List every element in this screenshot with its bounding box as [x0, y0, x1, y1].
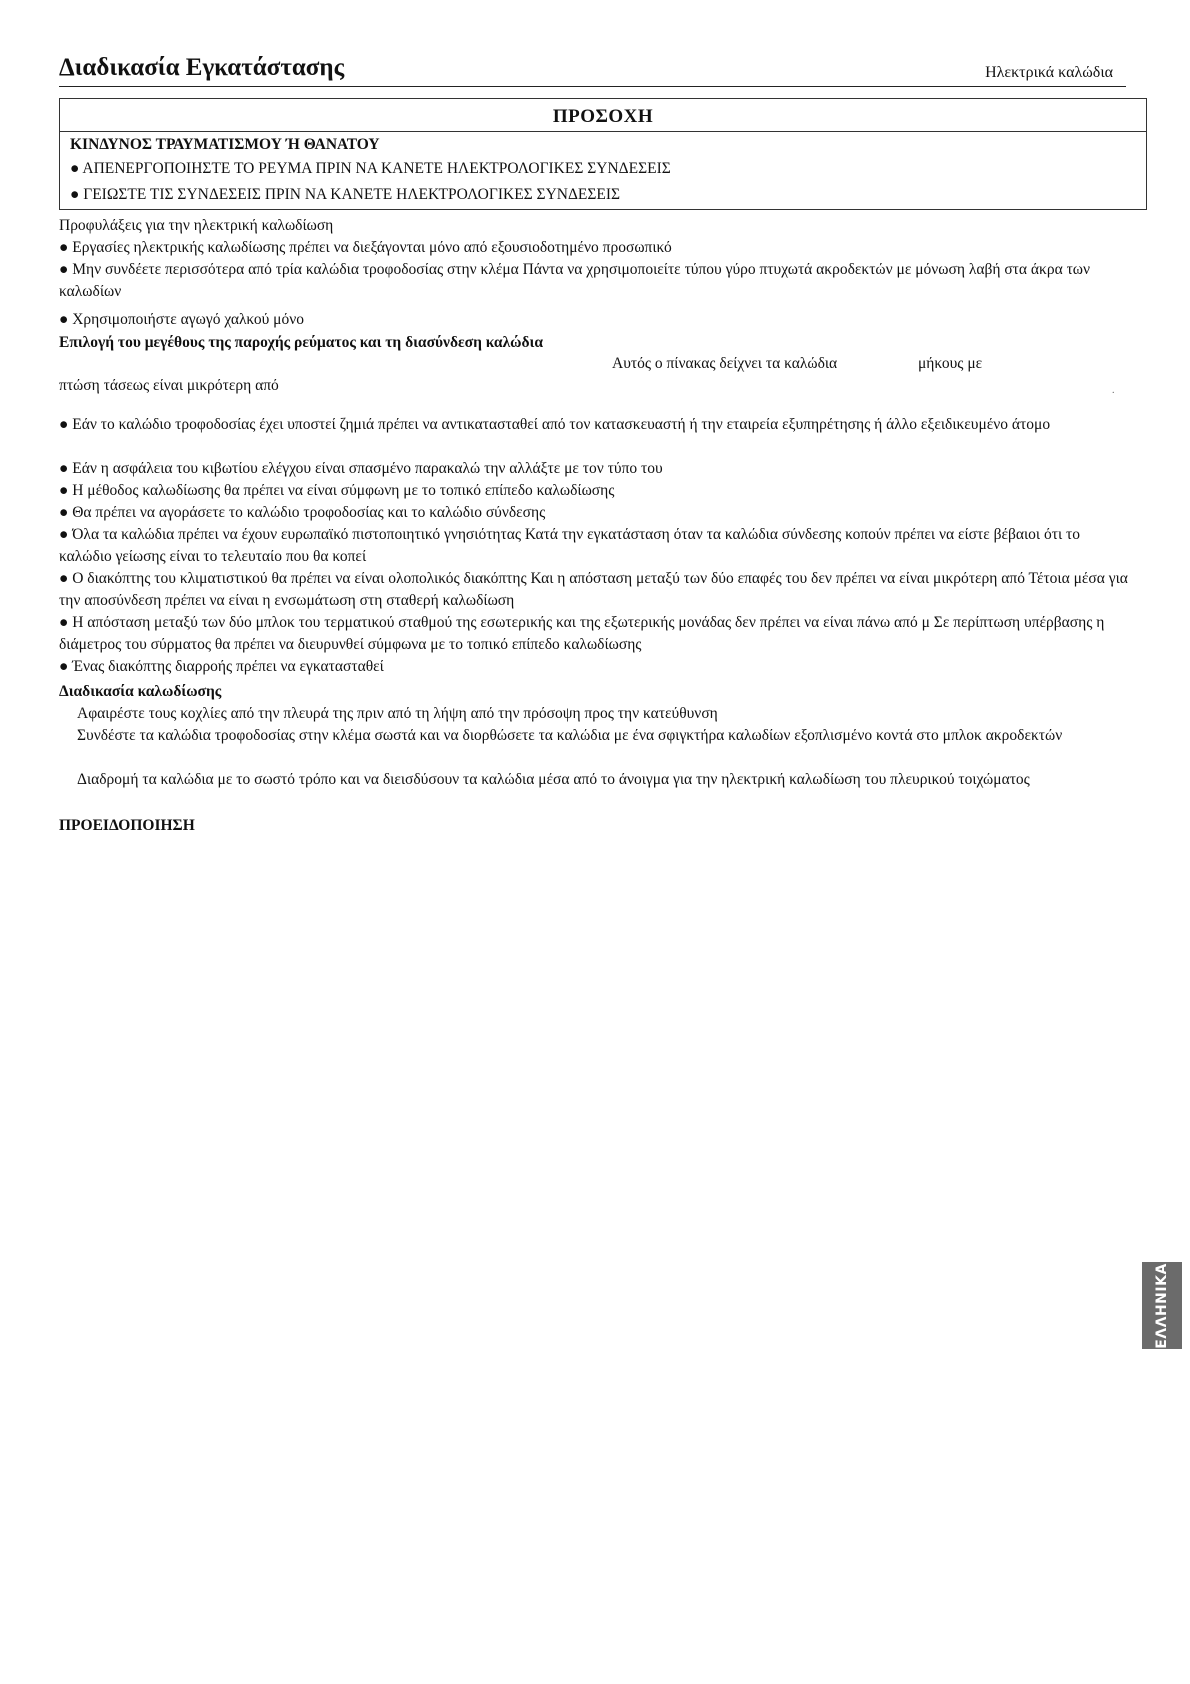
caution-title: ΠΡΟΣΟΧΗ [552, 106, 654, 127]
section-label: Ηλεκτρικά καλώδια [985, 64, 1113, 81]
selection-fragment-a: Αυτός ο πίνακας δείχνει τα καλώδια [612, 355, 838, 372]
language-tab [1142, 1262, 1182, 1349]
precaution-item: ● Εργασίες ηλεκτρικής καλωδίωσης πρέπει να διεξάγονται μόνο από εξουσιοδοτημένο προσωπικό [59, 239, 672, 256]
procedure-step: Συνδέστε τα καλώδια τροφοδοσίας στην κλέμα σωστά και να διορθώσετε τα καλώδια με ένα σφιγκτήρα καλωδίων εξοπλισμένο κοντά στο μπλοκ ακροδεκτών [77, 727, 1063, 744]
selection-heading: Επιλογή του μεγέθους της παροχής ρεύματος και τη διασύνδεση καλώδια [59, 334, 544, 351]
language-tab-label: ΕΛΛΗΝΙΚΑ [1154, 1262, 1170, 1349]
warning-heading: ΠΡΟΕΙΔΟΠΟΙΗΣΗ [59, 817, 195, 834]
selection-fragment-dot: . [1112, 385, 1115, 396]
caution-item: ● ΑΠΕΝΕΡΓΟΠΟΙΗΣΤΕ ΤΟ ΡΕΥΜΑ ΠΡΙΝ ΝΑ ΚΑΝΕΤΕ ΗΛΕΚΤΡΟΛΟΓΙΚΕΣ ΣΥΝΔΕΣΕΙΣ [70, 160, 671, 177]
precaution-item: ● Χρησιμοποιήστε αγωγό χαλκού μόνο [59, 311, 304, 328]
selection-item: ● Η απόσταση μεταξύ των δύο μπλοκ του τερματικού σταθμού της εσωτερικής και της εξωτερικής μονάδας δεν πρέπει να είναι πάνω από μ Σε περίπτωση υπέρβασης η διάμετρος του σύρματος θα πρέπει να διευρυνθεί σύμφωνα με το τοπικό επίπεδο καλωδίωσης [59, 614, 1105, 653]
caution-divider [60, 131, 1146, 132]
procedure-step: Διαδρομή τα καλώδια με το σωστό τρόπο και να διεισδύσουν τα καλώδια μέσα από το άνοιγμα για την ηλεκτρική καλωδίωση του πλευρικού τοιχώματος [77, 771, 1030, 788]
selection-item: ● Θα πρέπει να αγοράσετε το καλώδιο τροφοδοσίας και το καλώδιο σύνδεσης [59, 504, 546, 521]
procedure-step: Αφαιρέστε τους κοχλίες από την πλευρά της πριν από τη λήψη από την πρόσοψη προς την κατεύθυνση [77, 705, 718, 722]
precautions-heading: Προφυλάξεις για την ηλεκτρική καλωδίωση [59, 217, 334, 234]
page-header [59, 52, 1126, 87]
precaution-item: ● Μην συνδέετε περισσότερα από τρία καλώδια τροφοδοσίας στην κλέμα Πάντα να χρησιμοποιείτε τύπου γύρο πτυχωτά ακροδεκτών με μόνωση λαβή στα άκρα των καλωδίων [59, 261, 1091, 300]
selection-item: ● Εάν η ασφάλεια του κιβωτίου ελέγχου είναι σπασμένο παρακαλώ την αλλάξτε με τον τύπο του [59, 460, 663, 477]
procedure-heading: Διαδικασία καλωδίωσης [59, 683, 222, 700]
selection-item: ● Ένας διακόπτης διαρροής πρέπει να εγκατασταθεί [59, 658, 384, 675]
selection-fragment-b: μήκους με [918, 355, 983, 372]
selection-item: ● Όλα τα καλώδια πρέπει να έχουν ευρωπαϊκό πιστοποιητικό γνησιότητας Κατά την εγκατάσταση όταν τα καλώδια σύνδεσης κοπούν πρέπει να είστε βέβαιοι ότι το καλώδιο γείωσης είναι το τελευταίο που θα κοπεί [59, 526, 1080, 565]
caution-box [59, 98, 1147, 210]
selection-item: ● Ο διακόπτης του κλιματιστικού θα πρέπει να είναι ολοπολικός διακόπτης Και η απόσταση μεταξύ των δύο επαφές του δεν πρέπει να είναι μικρότερη από Τέτοια μέσα για την αποσύνδεση πρέπει να είναι η ενσωμάτωση στη σταθερή καλωδίωση [59, 570, 1128, 609]
selection-fragment-c: πτώση τάσεως είναι μικρότερη από [59, 377, 279, 394]
selection-item: ● Η μέθοδος καλωδίωσης θα πρέπει να είναι σύμφωνη με το τοπικό επίπεδο καλωδίωσης [59, 482, 615, 499]
page-title: Διαδικασία Εγκατάστασης [59, 54, 345, 81]
caution-item: ● ΓΕΙΩΣΤΕ ΤΙΣ ΣΥΝΔΕΣΕΙΣ ΠΡΙΝ ΝΑ ΚΑΝΕΤΕ ΗΛΕΚΤΡΟΛΟΓΙΚΕΣ ΣΥΝΔΕΣΕΙΣ [70, 186, 621, 203]
caution-danger-text: ΚΙΝΔΥΝΟΣ ΤΡΑΥΜΑΤΙΣΜΟΥ Ή ΘΑΝΑΤΟΥ [70, 136, 380, 153]
selection-item: ● Εάν το καλώδιο τροφοδοσίας έχει υποστεί ζημιά πρέπει να αντικατασταθεί από τον κατασκευαστή ή την εταιρεία εξυπηρέτησης ή άλλο εξειδικευμένο άτομο [59, 416, 1051, 433]
